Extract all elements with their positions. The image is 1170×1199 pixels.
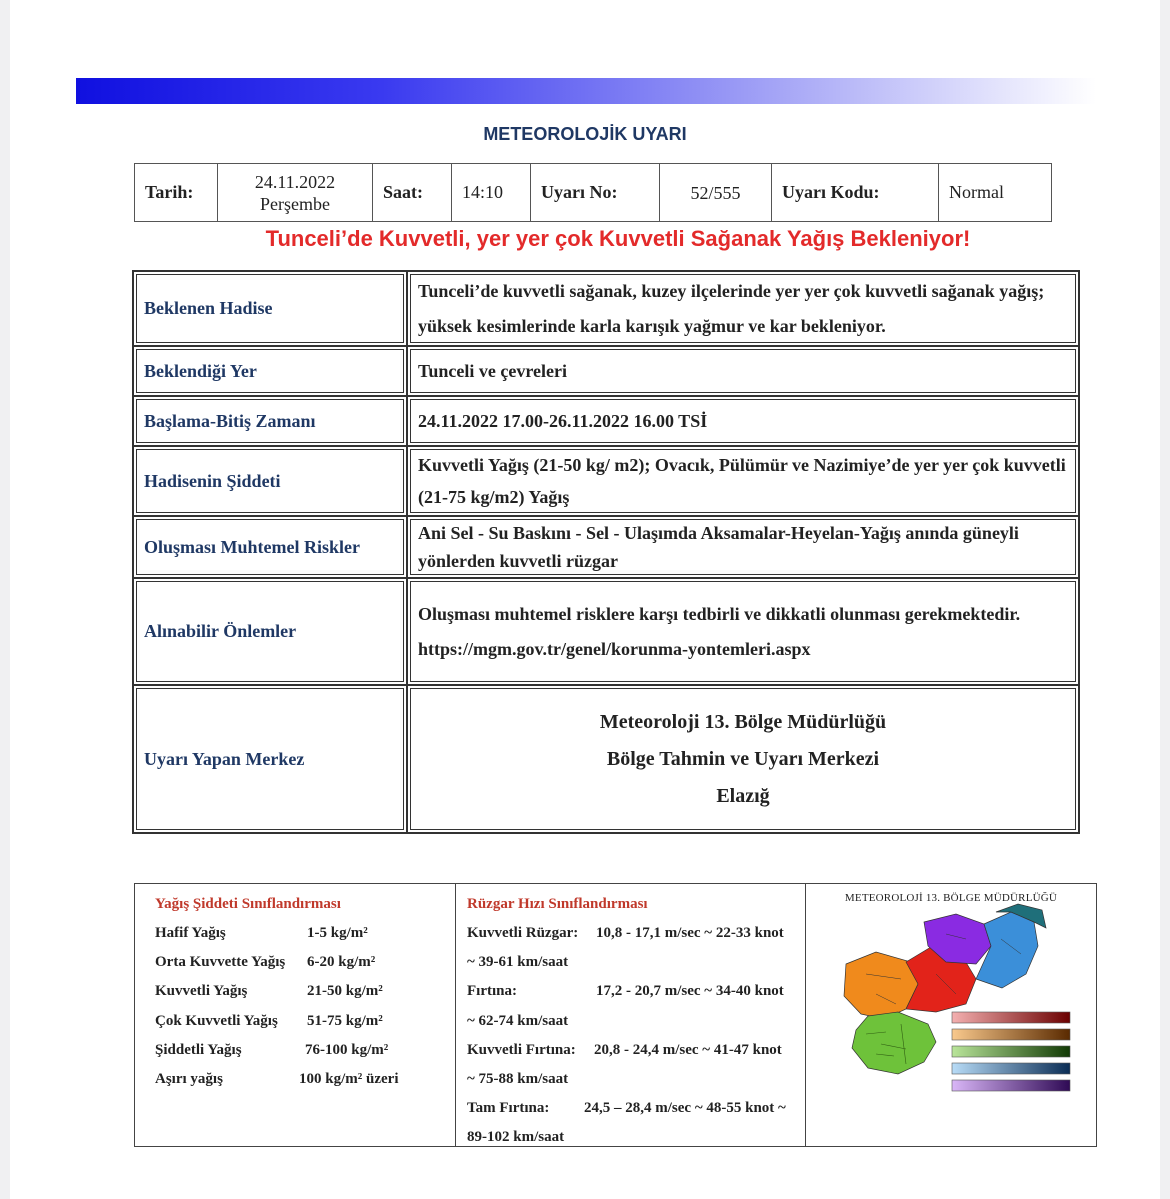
date-label: Tarih: (135, 164, 218, 222)
center-name: Meteoroloji 13. Bölge Müdürlüğü (599, 710, 887, 733)
document-title: METEOROLOJİK UYARI (483, 124, 687, 144)
list-item: Şiddetli Yağış 76-100 kg/m² (155, 1041, 389, 1058)
date-cell (218, 164, 373, 222)
scale-bar-purple (952, 1080, 1070, 1091)
table-row (133, 271, 1079, 346)
warning-no-label: Uyarı No: (531, 164, 660, 222)
precautions-text: Oluşması muhtemel risklere karşı tedbirli ve dikkatli olunması gerekmektedir. (418, 603, 1021, 624)
table-row (133, 446, 1079, 516)
warning-header-table (134, 163, 1052, 222)
scale-bar-blue (952, 1063, 1070, 1074)
list-item: Orta Kuvvette Yağış 6-20 kg/m² (155, 954, 376, 971)
row-label: Uyarı Yapan Merkez (133, 685, 407, 833)
row-value: Kuvvetli Yağış (21-50 kg/ m2); Ovacık, Pülümür ve Nazimiye’de yer yer çok kuvvetli (21-75 kg/m2) Yağış (407, 446, 1079, 516)
header-banner (76, 78, 1096, 104)
center-unit: Bölge Tahmin ve Uyarı Merkezi (606, 747, 880, 770)
warning-code-value: Normal (939, 164, 1052, 222)
list-item: Hafif Yağış 1-5 kg/m² (155, 925, 368, 941)
list-item-continued: ~ 39-61 km/saat (467, 954, 569, 971)
scale-bar-green (952, 1046, 1070, 1057)
list-item-continued: ~ 62-74 km/saat (467, 1012, 569, 1029)
list-item-continued: 89-102 km/saat (467, 1129, 565, 1146)
list-item: Kuvvetli Rüzgar: 10,8 - 17,1 m/sec ~ 22-33 knot (467, 925, 784, 941)
row-label: Başlama-Bitiş Zamanı (133, 396, 407, 446)
row-value (407, 685, 1079, 833)
row-label: Oluşması Muhtemel Riskler (133, 516, 407, 578)
time-value: 14:10 (452, 164, 531, 222)
table-row (133, 396, 1079, 446)
map-title: METEOROLOJİ 13. BÖLGE MÜDÜRLÜĞÜ (844, 892, 1058, 904)
day-value: Perşembe (260, 193, 330, 214)
map-region-green (852, 1012, 936, 1074)
classification-legend (134, 883, 1097, 1147)
row-value (407, 578, 1079, 685)
row-value: Tunceli’de kuvvetli sağanak, kuzey ilçelerinde yer yer çok kuvvetli sağanak yağış; yüksek kesimlerinde karla karışık yağmur ve kar bekleniyor. (407, 271, 1079, 346)
row-value: Tunceli ve çevreleri (407, 346, 1079, 396)
list-item: Kuvvetli Fırtına: 20,8 - 24,4 m/sec ~ 41-47 knot (467, 1041, 782, 1058)
warning-details-table (132, 270, 1080, 834)
table-row (133, 578, 1079, 685)
row-value: 24.11.2022 17.00-26.11.2022 16.00 TSİ (407, 396, 1079, 446)
list-item: Fırtına: 17,2 - 20,7 m/sec ~ 34-40 knot (467, 983, 784, 1000)
table-row (133, 685, 1079, 833)
warning-headline: Tunceli’de Kuvvetli, yer yer çok Kuvvetli Sağanak Yağış Bekleniyor! (265, 226, 971, 251)
warning-code-label: Uyarı Kodu: (772, 164, 939, 222)
wind-legend-title: Rüzgar Hızı Sınıflandırması (467, 896, 648, 912)
list-item: Kuvvetli Yağış 21-50 kg/m² (155, 983, 383, 1000)
list-item: Çok Kuvvetli Yağış 51-75 kg/m² (155, 1012, 383, 1029)
list-item: Aşırı yağış 100 kg/m² üzeri (155, 1070, 399, 1087)
region-map-panel (806, 884, 1096, 1146)
scale-bar-red (952, 1012, 1070, 1023)
row-value: Ani Sel - Su Baskını - Sel - Ulaşımda Aksamalar-Heyelan-Yağış anında güneyli yönlerden kuvvetli rüzgar (407, 516, 1079, 578)
scale-bar-orange (952, 1029, 1070, 1040)
rain-legend-title: Yağış Şiddeti Sınıflandırması (155, 896, 341, 912)
precautions-link[interactable]: https://mgm.gov.tr/genel/korunma-yontemleri.aspx (418, 638, 811, 659)
list-item: Tam Fırtına: 24,5 – 28,4 m/sec ~ 48-55 knot ~ (467, 1100, 786, 1117)
rain-legend (135, 884, 456, 1146)
wind-legend (456, 884, 806, 1146)
row-label: Alınabilir Önlemler (133, 578, 407, 685)
row-label: Hadisenin Şiddeti (133, 446, 407, 516)
warning-no-value: 52/555 (660, 164, 772, 222)
date-value: 24.11.2022 (254, 171, 336, 192)
row-label: Beklenen Hadise (133, 271, 407, 346)
center-city: Elazığ (716, 784, 770, 807)
time-label: Saat: (373, 164, 452, 222)
list-item-continued: ~ 75-88 km/saat (467, 1071, 569, 1088)
table-row (133, 516, 1079, 578)
table-row (133, 346, 1079, 396)
row-label: Beklendiği Yer (133, 346, 407, 396)
region-map (806, 884, 1096, 1146)
